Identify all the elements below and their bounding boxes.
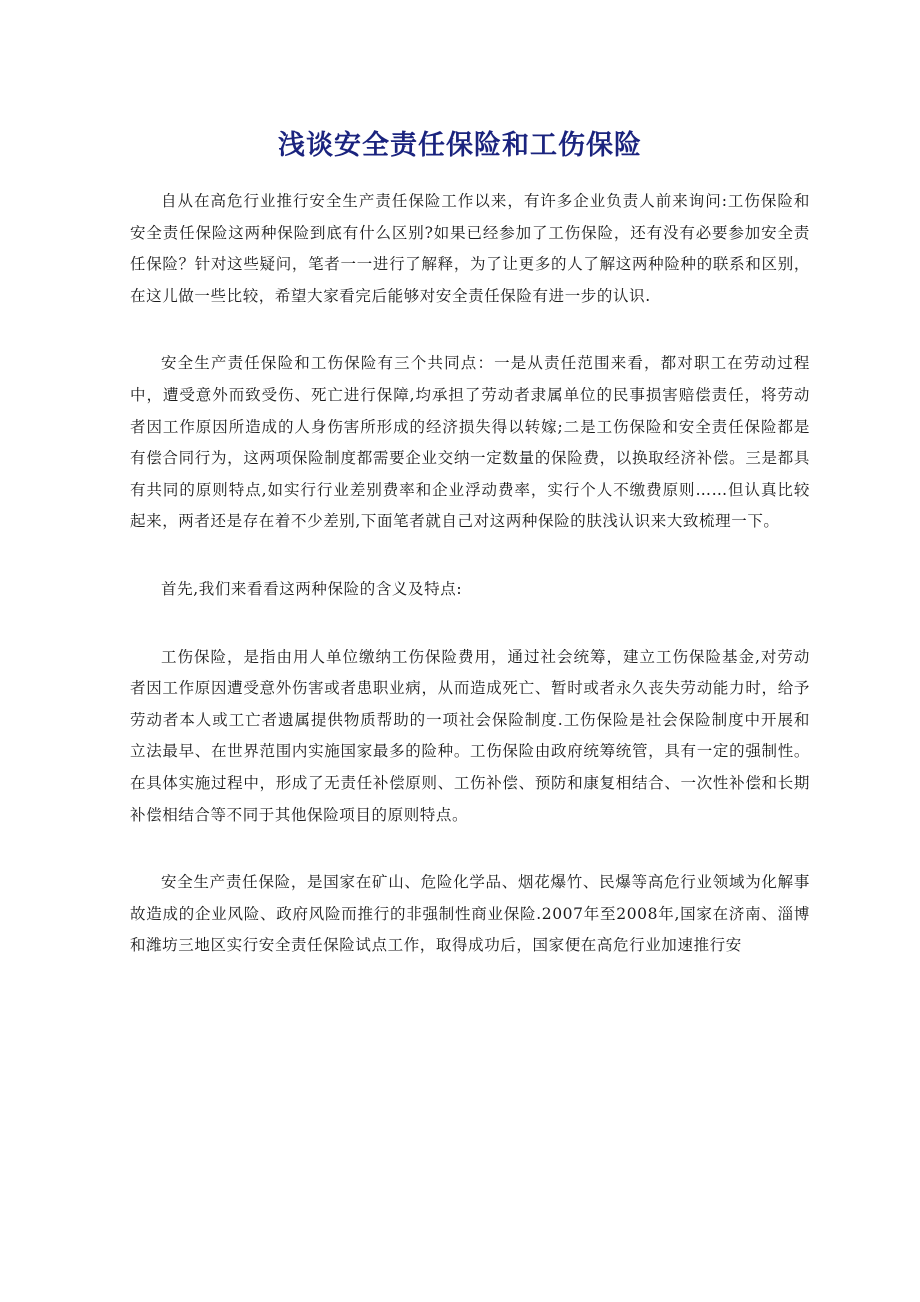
paragraph-definitions-lead: 首先,我们来看看这两种保险的含义及特点:: [161, 579, 463, 598]
paragraph-work-injury-insurance: 工伤保险，是指由用人单位缴纳工伤保险费用，通过社会统筹，建立工伤保险基金,对劳动者因工作原因遭受意外伤害或者患职业病，从而造成死亡、暂时或者永久丧失劳动能力时，给予劳动者本人或工亡者遗属提供物质帮助的一项社会保险制度.工伤保险是社会保险制度中开展和立法最早、在世界范围内实施国家最多的险种。工伤保险由政府统筹统管，具有一定的强制性。在具体实施过程中，形成了无责任补偿原则、工伤补偿、预防和康复相结合、一次性补偿和长期补偿相结合等不同于其他保险项目的原则特点。: [130, 647, 810, 824]
document-title: 浅谈安全责任保险和工伤保险: [278, 130, 642, 161]
paragraph-safety-liability-insurance: 安全生产责任保险，是国家在矿山、危险化学品、烟花爆竹、民爆等高危行业领域为化解事故造成的企业风险、政府风险而推行的非强制性商业保险.2007年至2008年,国家在济南、淄博和潍坊三地区实行安全责任保险试点工作，取得成功后，国家便在高危行业加速推行安: [130, 873, 810, 955]
paragraph-intro: 自从在高危行业推行安全生产责任保险工作以来，有许多企业负责人前来询问:工伤保险和安全责任保险这两种保险到底有什么区别?如果已经参加了工伤保险，还有没有必要参加安全责任保险？针对这些疑问，笔者一一进行了解释，为了让更多的人了解这两种险种的联系和区别，在这儿做一些比较，希望大家看完后能够对安全责任保险有进一步的认识.: [130, 192, 810, 305]
paragraph-common-points: 安全生产责任保险和工伤保险有三个共同点：一是从责任范围来看，都对职工在劳动过程中，遭受意外而致受伤、死亡进行保障,均承担了劳动者隶属单位的民事损害赔偿责任，将劳动者因工作原因所造成的人身伤害所形成的经济损失得以转嫁;二是工伤保险和安全责任保险都是有偿合同行为，这两项保险制度都需要企业交纳一定数量的保险费，以换取经济补偿。三是都具有共同的原则特点,如实行行业差别费率和企业浮动费率，实行个人不缴费原则……但认真比较起来，两者还是存在着不少差别,下面笔者就自己对这两种保险的肤浅认识来大致梳理一下。: [130, 354, 810, 531]
document-body: [130, 186, 810, 998]
